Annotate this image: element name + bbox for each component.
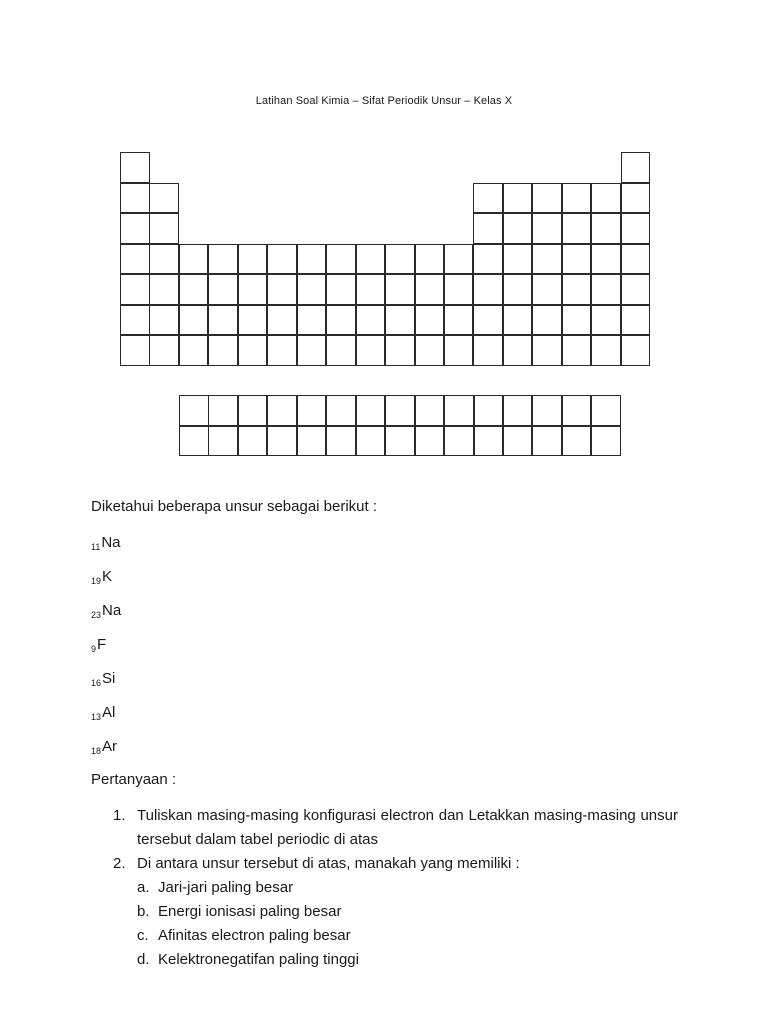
table-cell bbox=[208, 274, 238, 305]
questions-heading: Pertanyaan : bbox=[91, 771, 177, 788]
f-block-cell bbox=[444, 395, 474, 426]
table-cell bbox=[444, 274, 474, 305]
sub-question-item bbox=[137, 900, 678, 924]
table-cell bbox=[562, 274, 592, 305]
table-cell bbox=[297, 244, 327, 275]
table-cell bbox=[503, 183, 533, 214]
table-cell bbox=[562, 244, 592, 275]
table-cell bbox=[208, 244, 238, 275]
table-cell bbox=[149, 335, 179, 366]
table-cell bbox=[503, 274, 533, 305]
table-cell bbox=[267, 274, 297, 305]
table-cell bbox=[120, 183, 150, 214]
question-number: 1. bbox=[113, 807, 126, 824]
f-block-cell bbox=[297, 395, 327, 426]
table-cell bbox=[621, 213, 651, 244]
table-cell bbox=[621, 152, 651, 183]
table-cell bbox=[326, 274, 356, 305]
sub-question-item bbox=[137, 924, 678, 948]
table-cell bbox=[385, 335, 415, 366]
f-block-cell bbox=[326, 426, 356, 457]
table-cell bbox=[473, 335, 503, 366]
table-cell bbox=[473, 183, 503, 214]
table-cell bbox=[503, 335, 533, 366]
question-number: 2. bbox=[113, 855, 126, 872]
table-cell bbox=[562, 305, 592, 336]
f-block-cell bbox=[385, 395, 415, 426]
table-cell bbox=[591, 213, 621, 244]
table-cell bbox=[149, 183, 179, 214]
f-block-cell bbox=[297, 426, 327, 457]
question-list bbox=[113, 804, 678, 972]
element-item: $_{11}$Na bbox=[91, 534, 121, 552]
table-cell bbox=[621, 305, 651, 336]
table-cell bbox=[532, 244, 562, 275]
f-block-cell bbox=[562, 426, 592, 457]
page-title: Latihan Soal Kimia – Sifat Periodik Unsur – Kelas X bbox=[255, 95, 513, 107]
sub-question-text: Jari-jari paling besar bbox=[158, 879, 294, 896]
table-cell bbox=[385, 244, 415, 275]
sub-question-list bbox=[137, 876, 678, 972]
table-cell bbox=[562, 213, 592, 244]
table-cell bbox=[415, 274, 445, 305]
table-cell bbox=[473, 244, 503, 275]
f-block-cell bbox=[591, 426, 621, 457]
element-item: $_{23}$Na bbox=[91, 602, 122, 620]
table-cell bbox=[326, 244, 356, 275]
table-cell bbox=[238, 335, 268, 366]
sub-question-letter: d. bbox=[137, 951, 150, 968]
f-block-cell bbox=[267, 426, 297, 457]
table-cell bbox=[503, 305, 533, 336]
table-cell bbox=[415, 335, 445, 366]
f-block-cell bbox=[503, 426, 533, 457]
sub-question-text: Kelektronegatifan paling tinggi bbox=[158, 951, 359, 968]
table-cell bbox=[120, 152, 150, 183]
table-cell bbox=[149, 244, 179, 275]
table-cell bbox=[267, 305, 297, 336]
table-cell bbox=[473, 213, 503, 244]
table-cell bbox=[415, 244, 445, 275]
f-block-cell bbox=[474, 395, 504, 426]
table-cell bbox=[208, 335, 238, 366]
table-cell bbox=[356, 274, 386, 305]
table-cell bbox=[238, 244, 268, 275]
question-item bbox=[113, 804, 678, 852]
table-cell bbox=[356, 244, 386, 275]
table-cell bbox=[179, 335, 209, 366]
table-cell bbox=[385, 305, 415, 336]
table-cell bbox=[473, 305, 503, 336]
table-cell bbox=[473, 274, 503, 305]
table-cell bbox=[179, 274, 209, 305]
f-block-cell bbox=[179, 426, 209, 457]
table-cell bbox=[444, 244, 474, 275]
table-cell bbox=[591, 335, 621, 366]
table-cell bbox=[562, 183, 592, 214]
question-text: Di antara unsur tersebut di atas, manakah yang memiliki : bbox=[137, 855, 520, 872]
table-cell bbox=[532, 305, 562, 336]
table-cell bbox=[356, 305, 386, 336]
sub-question-item bbox=[137, 948, 678, 972]
table-cell bbox=[297, 305, 327, 336]
intro-text: Diketahui beberapa unsur sebagai berikut : bbox=[91, 498, 378, 515]
f-block-cell bbox=[238, 395, 268, 426]
table-cell bbox=[444, 335, 474, 366]
table-cell bbox=[562, 335, 592, 366]
table-cell bbox=[179, 305, 209, 336]
table-cell bbox=[591, 274, 621, 305]
f-block-cell bbox=[532, 426, 562, 457]
table-cell bbox=[532, 274, 562, 305]
table-cell bbox=[267, 335, 297, 366]
table-cell bbox=[179, 244, 209, 275]
table-cell bbox=[503, 213, 533, 244]
table-cell bbox=[415, 305, 445, 336]
sub-question-letter: b. bbox=[137, 903, 150, 920]
sub-question-text: Energi ionisasi paling besar bbox=[158, 903, 342, 920]
f-block-cell bbox=[591, 395, 621, 426]
table-cell bbox=[267, 244, 297, 275]
f-block-cell bbox=[444, 426, 474, 457]
table-cell bbox=[120, 335, 150, 366]
question-item bbox=[113, 852, 678, 876]
sub-question-letter: c. bbox=[137, 927, 149, 944]
table-cell bbox=[238, 274, 268, 305]
f-block-cell bbox=[238, 426, 268, 457]
f-block-cell bbox=[415, 426, 445, 457]
table-cell bbox=[297, 335, 327, 366]
table-cell bbox=[208, 305, 238, 336]
f-block-cell bbox=[356, 426, 386, 457]
table-cell bbox=[532, 183, 562, 214]
element-item: $_{13}$Al bbox=[91, 704, 116, 722]
sub-question-item bbox=[137, 876, 678, 900]
f-block-cell bbox=[326, 395, 356, 426]
table-cell bbox=[149, 274, 179, 305]
question-text: Tuliskan masing-masing konfigurasi electron dan Letakkan masing-masing unsur tersebut dalam tabel periodic di atas bbox=[137, 807, 678, 848]
element-item: $_{16}$Si bbox=[91, 670, 116, 688]
element-item: $_{18}$Ar bbox=[91, 738, 118, 756]
f-block-cell bbox=[562, 395, 592, 426]
table-cell bbox=[591, 183, 621, 214]
f-block-cell bbox=[208, 426, 238, 457]
table-cell bbox=[326, 305, 356, 336]
f-block-cell bbox=[385, 426, 415, 457]
table-cell bbox=[621, 183, 651, 214]
sub-question-text: Afinitas electron paling besar bbox=[158, 927, 351, 944]
table-cell bbox=[444, 305, 474, 336]
f-block-cell bbox=[474, 426, 504, 457]
table-cell bbox=[621, 335, 651, 366]
f-block-cell bbox=[415, 395, 445, 426]
table-cell bbox=[591, 305, 621, 336]
f-block-cell bbox=[532, 395, 562, 426]
f-block-cell bbox=[267, 395, 297, 426]
table-cell bbox=[532, 213, 562, 244]
table-cell bbox=[149, 213, 179, 244]
table-cell bbox=[503, 244, 533, 275]
table-cell bbox=[356, 335, 386, 366]
table-cell bbox=[532, 335, 562, 366]
table-cell bbox=[120, 213, 150, 244]
table-cell bbox=[149, 305, 179, 336]
table-cell bbox=[591, 244, 621, 275]
table-cell bbox=[120, 274, 150, 305]
sub-question-letter: a. bbox=[137, 879, 150, 896]
f-block-cell bbox=[208, 395, 238, 426]
element-item: $_{19}$K bbox=[91, 568, 113, 586]
table-cell bbox=[120, 305, 150, 336]
table-cell bbox=[326, 335, 356, 366]
table-cell bbox=[621, 244, 651, 275]
table-cell bbox=[621, 274, 651, 305]
f-block-cell bbox=[356, 395, 386, 426]
table-cell bbox=[120, 244, 150, 275]
table-cell bbox=[238, 305, 268, 336]
table-cell bbox=[297, 274, 327, 305]
f-block-cell bbox=[179, 395, 209, 426]
element-item: $_9$F bbox=[91, 636, 107, 654]
f-block-cell bbox=[503, 395, 533, 426]
table-cell bbox=[385, 274, 415, 305]
